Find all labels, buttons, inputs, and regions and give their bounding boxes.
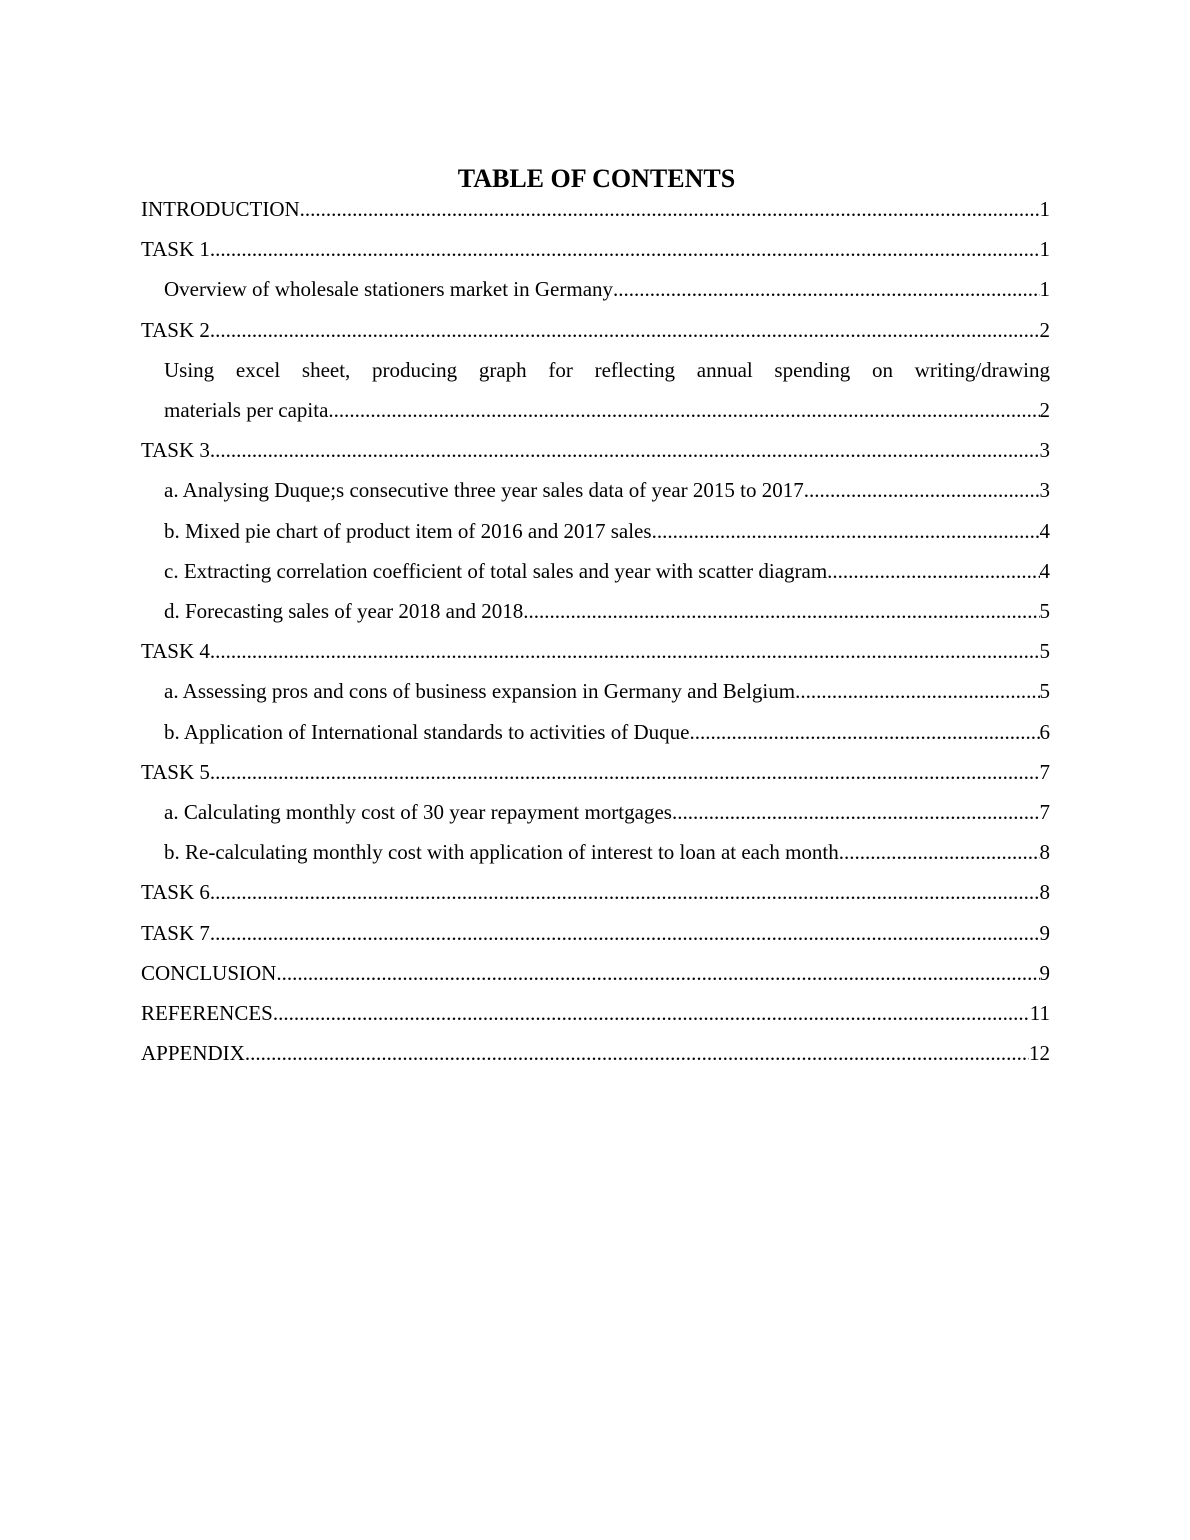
toc-subheading-entry[interactable] (164, 671, 1050, 711)
toc-dot-leader (689, 712, 1039, 752)
toc-dot-leader (210, 631, 1040, 671)
toc-dot-leader (795, 671, 1039, 711)
toc-entry-row (141, 430, 1050, 470)
toc-page-number: 3 (1039, 438, 1050, 463)
toc-entry-text: TASK 7 (141, 920, 210, 945)
toc-entry-row (141, 752, 1050, 792)
toc-heading-entry[interactable] (141, 631, 1050, 671)
toc-heading-entry[interactable] (141, 430, 1050, 470)
toc-dot-leader (210, 913, 1040, 953)
toc-heading-entry[interactable] (141, 872, 1050, 912)
toc-entry-text: c. Extracting correlation coefficient of total sales and year with scatter diagram (164, 558, 828, 583)
toc-dot-leader (672, 792, 1040, 832)
toc-entry-text: b. Application of International standards to activities of Duque (164, 719, 690, 744)
toc-entry-row (164, 832, 1050, 872)
toc-entry-row (141, 993, 1050, 1033)
toc-subheading-entry[interactable] (164, 591, 1050, 631)
toc-page-number: 8 (1039, 840, 1050, 865)
toc-entry-row (141, 913, 1050, 953)
toc-entry-row (141, 229, 1050, 269)
toc-subheading-entry[interactable] (164, 792, 1050, 832)
toc-entry-row (141, 189, 1050, 229)
toc-page-number: 1 (1039, 197, 1050, 221)
toc-entry-text: TASK 1 (141, 237, 210, 262)
toc-page-number: 8 (1039, 880, 1050, 905)
toc-dot-leader (839, 832, 1040, 872)
toc-page-number: 9 (1039, 920, 1050, 945)
toc-dot-leader (613, 269, 1039, 309)
toc-entry-text: TASK 4 (141, 639, 210, 664)
toc-subheading-entry[interactable] (164, 511, 1050, 551)
toc-entry-row (164, 591, 1050, 631)
toc-list (141, 189, 1050, 1073)
toc-entry-text: d. Forecasting sales of year 2018 and 2018 (164, 599, 524, 624)
toc-page-number: 4 (1039, 518, 1050, 543)
toc-entry-text: b. Mixed pie chart of product item of 2016 and 2017 sales (164, 518, 652, 543)
toc-dot-leader (273, 993, 1030, 1033)
toc-page-number: 3 (1039, 478, 1050, 503)
toc-page-number: 6 (1039, 719, 1050, 744)
toc-heading-entry[interactable] (141, 189, 1050, 229)
toc-entry-text: TASK 3 (141, 438, 210, 463)
toc-entry-row (164, 269, 1050, 309)
toc-page-number: 9 (1039, 960, 1050, 985)
toc-entry-text: APPENDIX (141, 1041, 245, 1066)
toc-subheading-entry[interactable] (164, 832, 1050, 872)
toc-entry-text: b. Re-calculating monthly cost with application of interest to loan at each month (164, 840, 839, 865)
toc-entry-row (164, 390, 1050, 430)
toc-entry-text: CONCLUSION (141, 960, 277, 985)
toc-page-number: 5 (1039, 639, 1050, 664)
toc-dot-leader (276, 953, 1039, 993)
toc-entry-text-line: Using excel sheet, producing graph for reflecting annual spending on writing/drawing (164, 357, 1050, 382)
toc-heading-entry[interactable] (141, 1033, 1050, 1073)
toc-entry-row (164, 712, 1050, 752)
toc-dot-leader (210, 872, 1040, 912)
toc-heading-entry[interactable] (141, 913, 1050, 953)
toc-entry-text: REFERENCES (141, 1001, 273, 1026)
toc-dot-leader (210, 752, 1040, 792)
toc-entry-row (164, 470, 1050, 510)
toc-heading-entry[interactable] (141, 752, 1050, 792)
toc-dot-leader (652, 511, 1040, 551)
toc-dot-leader (210, 430, 1040, 470)
toc-page-number: 12 (1029, 1041, 1050, 1066)
toc-heading-entry[interactable] (141, 953, 1050, 993)
toc-subheading-entry[interactable] (164, 712, 1050, 752)
toc-entry-text: a. Calculating monthly cost of 30 year repayment mortgages (164, 800, 672, 825)
toc-dot-leader (210, 229, 1040, 269)
toc-page-number: 1 (1039, 237, 1050, 262)
toc-entry-row (141, 1033, 1050, 1073)
toc-heading-entry[interactable] (141, 993, 1050, 1033)
toc-dot-leader (210, 310, 1040, 350)
toc-subheading-entry[interactable] (164, 470, 1050, 510)
toc-page-number: 2 (1039, 317, 1050, 342)
toc-entry-text: Overview of wholesale stationers market in Germany (164, 277, 614, 302)
toc-entry-text: TASK 6 (141, 880, 210, 905)
toc-entry-text: TASK 2 (141, 317, 210, 342)
toc-page-number: 4 (1039, 558, 1050, 583)
toc-dot-leader (804, 470, 1040, 510)
toc-dot-leader (245, 1033, 1029, 1073)
toc-dot-leader (328, 390, 1039, 430)
toc-entry-text: a. Analysing Duque;s consecutive three year sales data of year 2015 to 2017 (164, 478, 804, 503)
toc-title: TABLE OF CONTENTS (457, 164, 736, 193)
toc-entry-text: materials per capita (164, 398, 329, 423)
toc-dot-leader (300, 189, 1040, 229)
toc-page-number: 2 (1039, 398, 1050, 423)
toc-subheading-entry[interactable] (164, 350, 1050, 430)
toc-page-number: 7 (1039, 759, 1050, 784)
toc-entry-text: TASK 5 (141, 759, 210, 784)
toc-entry-row (164, 551, 1050, 591)
toc-entry-row (141, 872, 1050, 912)
toc-entry-text: a. Assessing pros and cons of business expansion in Germany and Belgium (164, 679, 796, 704)
toc-page-number: 5 (1039, 679, 1050, 704)
toc-entry-row (141, 310, 1050, 350)
toc-entry-row (141, 953, 1050, 993)
toc-page-number: 5 (1039, 599, 1050, 624)
toc-page-number: 7 (1039, 800, 1050, 825)
toc-dot-leader (827, 551, 1039, 591)
toc-subheading-entry[interactable] (164, 269, 1050, 309)
toc-entry-row (141, 631, 1050, 671)
toc-entry-row (164, 671, 1050, 711)
toc-dot-leader (523, 591, 1039, 631)
toc-entry-row (164, 792, 1050, 832)
toc-page-number: 1 (1039, 277, 1050, 302)
document-page (141, 160, 1050, 1073)
toc-heading-entry[interactable] (141, 310, 1050, 350)
toc-entry-text: INTRODUCTION (141, 197, 300, 221)
toc-subheading-entry[interactable] (164, 551, 1050, 591)
toc-entry-row (164, 511, 1050, 551)
toc-heading-entry[interactable] (141, 229, 1050, 269)
toc-page-number: 11 (1029, 1001, 1050, 1026)
